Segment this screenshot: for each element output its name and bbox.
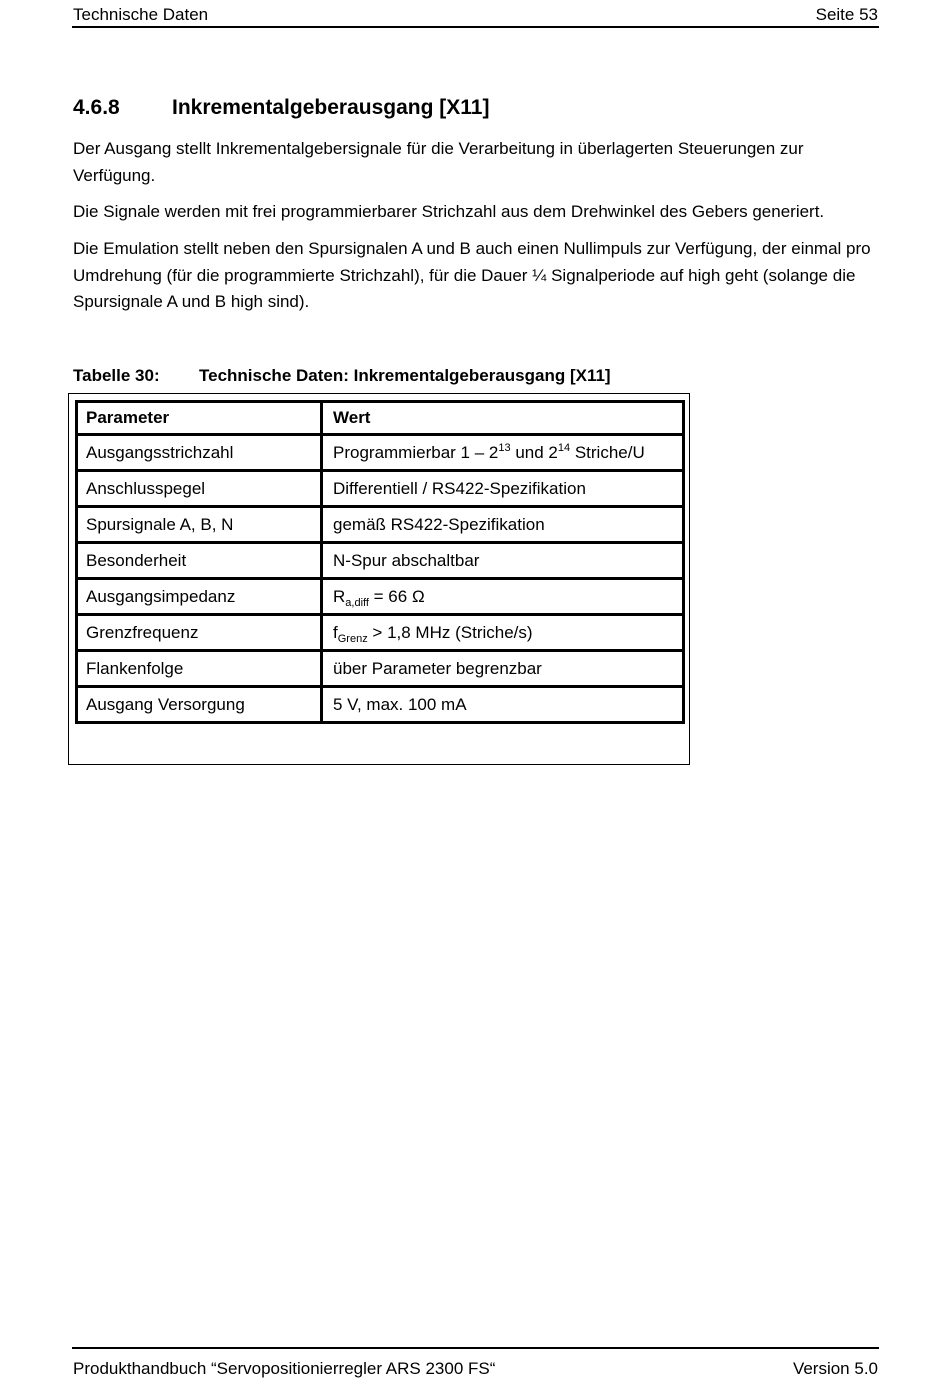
row-value-connection-level: Differentiell / RS422-Spezifikation — [323, 472, 685, 508]
table-row — [75, 544, 685, 580]
row-value-special-feature: N-Spur abschaltbar — [323, 544, 685, 580]
row-value-edge-sequence: über Parameter begrenzbar — [323, 652, 685, 688]
row-param-output-count: Ausgangsstrichzahl — [75, 436, 323, 472]
value-symbol: f — [333, 622, 338, 642]
table-row — [75, 616, 685, 652]
value-rest: = 66 Ω — [368, 586, 425, 606]
row-param-edge-sequence: Flankenfolge — [75, 652, 323, 688]
table-row — [75, 436, 685, 472]
table-caption — [73, 366, 611, 386]
table-row — [75, 652, 685, 688]
value-prefix: Programmierbar 1 – 2 — [333, 442, 499, 462]
table-caption-label: Tabelle 30: — [73, 366, 160, 385]
section-title: Inkrementalgeberausgang [X11] — [172, 96, 490, 119]
row-param-limit-frequency: Grenzfrequenz — [75, 616, 323, 652]
value-exponent-14: 14 — [557, 441, 571, 454]
value-subscript: a,diff — [345, 596, 369, 609]
value-suffix: Striche/U — [570, 442, 645, 462]
paragraph-output-description: Der Ausgang stellt Inkrementalgebersignale für die Verarbeitung in überlagerten Steuerungen zur Verfügung. — [73, 139, 804, 185]
table-row — [75, 688, 685, 724]
table-row — [75, 508, 685, 544]
row-param-track-signals: Spursignale A, B, N — [75, 508, 323, 544]
header-parameter: Parameter — [75, 400, 323, 436]
header-section-name: Technische Daten — [73, 5, 209, 24]
row-param-connection-level: Anschlusspegel — [75, 472, 323, 508]
section-number: 4.6.8 — [73, 96, 120, 119]
footer-version: Version 5.0 — [792, 1359, 878, 1378]
row-param-special-feature: Besonderheit — [75, 544, 323, 580]
technical-data-table — [75, 400, 685, 724]
value-symbol: R — [333, 586, 346, 606]
row-param-output-supply: Ausgang Versorgung — [75, 688, 323, 724]
row-param-output-impedance: Ausgangsimpedanz — [75, 580, 323, 616]
table-row — [75, 472, 685, 508]
table-row — [75, 580, 685, 616]
row-value-track-signals: gemäß RS422-Spezifikation — [323, 508, 685, 544]
value-subscript: Grenz — [337, 632, 368, 645]
footer-document-title: Produkthandbuch “Servopositionierregler ARS 2300 FS“ — [73, 1359, 496, 1378]
header-page-number: Seite 53 — [815, 5, 878, 24]
table-caption-title: Technische Daten: Inkrementalgeberausgang [X11] — [199, 366, 611, 385]
row-value-output-supply: 5 V, max. 100 mA — [323, 688, 685, 724]
page-footer — [72, 1347, 879, 1379]
paragraph-emulation: Die Emulation stellt neben den Spursignalen A und B auch einen Nullimpuls zur Verfügung, der einmal pro Umdrehung (für die programmierte Strichzahl), für die Dauer ¼ Signalperiode auf high geht (solange die Spursignale A und B high sind). — [73, 239, 871, 311]
value-mid: und 2 — [510, 442, 558, 462]
table-header-row — [75, 400, 685, 436]
technical-data-table-frame — [68, 393, 690, 765]
row-value-output-impedance — [323, 580, 685, 616]
value-exponent-13: 13 — [498, 441, 511, 454]
paragraph-signal-generation: Die Signale werden mit frei programmierbarer Strichzahl aus dem Drehwinkel des Gebers generiert. — [73, 202, 825, 221]
section-heading — [73, 96, 489, 120]
value-rest: > 1,8 MHz (Striche/s) — [367, 622, 533, 642]
row-value-limit-frequency — [323, 616, 685, 652]
page-header — [72, 4, 879, 28]
row-value-output-count — [323, 436, 685, 472]
header-value: Wert — [323, 400, 685, 436]
